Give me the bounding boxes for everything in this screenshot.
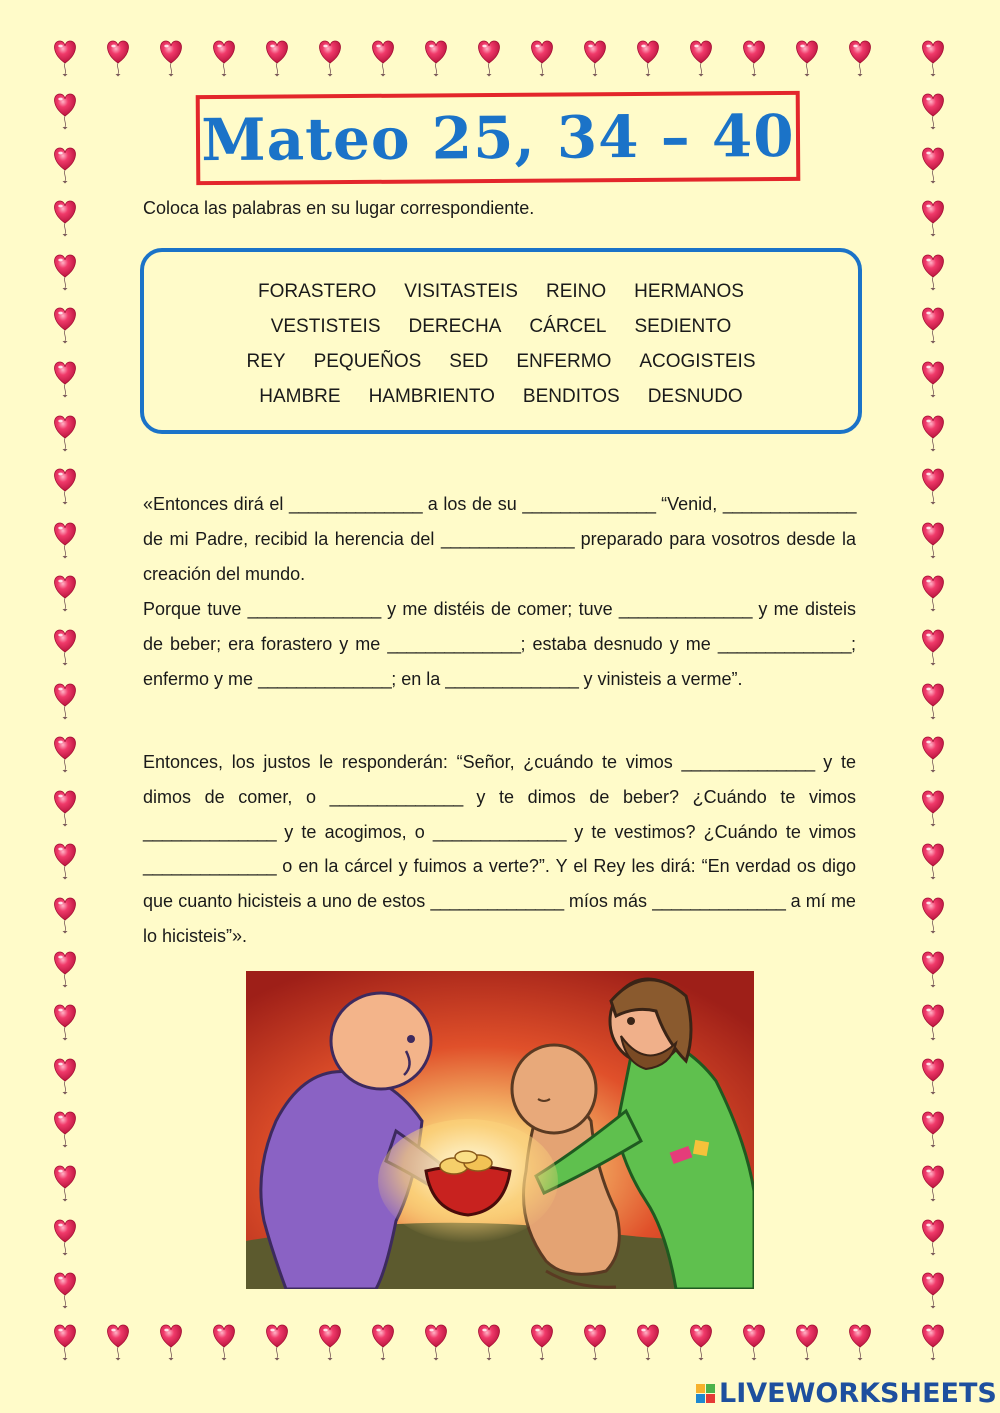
word-chip[interactable]: HAMBRE	[259, 386, 341, 407]
word-chip[interactable]: BENDITOS	[522, 386, 620, 407]
word-chip[interactable]: PEQUEÑOS	[313, 351, 422, 372]
heart-balloon-icon	[923, 201, 944, 237]
heart-balloon-icon	[320, 41, 341, 77]
heart-balloon-icon	[55, 1005, 76, 1041]
paragraph-2	[143, 592, 856, 696]
heart-balloon-icon	[55, 576, 76, 612]
heart-balloon-icon	[214, 41, 235, 77]
brand-name: LIVEWORKSHEETS	[719, 1377, 997, 1409]
word-chip[interactable]: REINO	[545, 281, 607, 302]
heart-balloon-icon	[923, 844, 944, 880]
heart-balloon-icon	[55, 1220, 76, 1256]
heart-balloon-icon	[161, 41, 182, 77]
heart-balloon-icon	[850, 41, 871, 77]
heart-balloon-icon	[55, 362, 76, 398]
heart-balloon-icon	[923, 1166, 944, 1202]
text-segment: Porque tuve	[143, 599, 242, 619]
text-segment: y me distéis de comer; tuve	[387, 599, 613, 619]
paragraph-3	[143, 745, 856, 954]
heart-balloon-icon	[923, 952, 944, 988]
heart-balloon-icon	[923, 791, 944, 827]
heart-balloon-icon	[923, 362, 944, 398]
text-segment: preparado para vosotros desde la creación del mundo.	[143, 528, 856, 584]
heart-balloon-icon	[55, 416, 76, 452]
blank-slot[interactable]: ______________	[445, 668, 579, 689]
blank-slot[interactable]: ______________	[247, 599, 381, 619]
text-segment: ; estaba desnudo y me	[520, 633, 711, 654]
heart-balloon-icon	[55, 1112, 76, 1148]
heart-balloon-icon	[923, 1059, 944, 1095]
word-bank-row	[144, 274, 858, 309]
illustration	[246, 971, 754, 1289]
text-segment: Entonces, los justos le responderán: “Señor, ¿cuándo te vimos	[143, 752, 673, 772]
heart-balloon-icon	[55, 684, 76, 720]
heart-balloon-icon	[923, 898, 944, 934]
text-segment: y me disteis de beber; era forastero y me	[143, 599, 856, 654]
heart-balloon-icon	[923, 684, 944, 720]
heart-balloon-icon	[426, 1325, 447, 1361]
blank-slot[interactable]: ______________	[522, 494, 656, 514]
page-title: Mateo 25, 34 – 40	[201, 101, 795, 175]
blank-slot[interactable]: ______________	[717, 633, 851, 654]
heart-balloon-icon	[55, 469, 76, 505]
text-segment: ; en la	[391, 668, 441, 689]
heart-balloon-icon	[479, 41, 500, 77]
heart-balloon-icon	[214, 1325, 235, 1361]
heart-balloon-icon	[923, 737, 944, 773]
blank-slot[interactable]: ______________	[440, 528, 575, 549]
text-segment: y te vestimos? ¿Cuándo te vimos	[574, 821, 856, 842]
text-segment: míos más	[568, 891, 648, 912]
word-chip[interactable]: CÁRCEL	[529, 316, 607, 337]
blank-slot[interactable]: ______________	[722, 494, 856, 514]
heart-balloon-icon	[161, 1325, 182, 1361]
liveworksheets-brand	[696, 1378, 997, 1408]
heart-balloon-icon	[479, 1325, 500, 1361]
text-segment: “Venid,	[661, 494, 718, 514]
heart-balloon-icon	[923, 94, 944, 130]
text-segment: «Entonces dirá el	[143, 494, 284, 514]
heart-balloon-icon	[108, 41, 129, 77]
word-chip[interactable]: VISITASTEIS	[404, 281, 518, 302]
heart-balloon-icon	[923, 1325, 944, 1361]
heart-balloon-icon	[320, 1325, 341, 1361]
heart-balloon-icon	[923, 523, 944, 559]
text-segment: y te dimos de beber? ¿Cuándo te vimos	[476, 786, 856, 807]
word-chip[interactable]: HERMANOS	[634, 281, 744, 302]
heart-balloon-icon	[585, 41, 606, 77]
heart-balloon-icon	[55, 1325, 76, 1361]
text-segment: a mí me lo hicisteis”».	[143, 891, 856, 946]
text-segment: a los de su	[427, 494, 517, 514]
blank-slot[interactable]: ______________	[432, 821, 567, 842]
heart-balloon-icon	[55, 952, 76, 988]
heart-balloon-icon	[923, 1112, 944, 1148]
heart-balloon-icon	[923, 416, 944, 452]
heart-balloon-icon	[55, 737, 76, 773]
blank-slot[interactable]: ______________	[681, 752, 815, 772]
heart-balloon-icon	[850, 1325, 871, 1361]
blank-slot[interactable]: ______________	[258, 668, 392, 689]
heart-balloon-icon	[55, 791, 76, 827]
heart-balloon-icon	[55, 41, 76, 77]
heart-balloon-icon	[923, 308, 944, 344]
heart-balloon-icon	[744, 1325, 765, 1361]
text-segment: ; enfermo y me	[143, 633, 856, 689]
word-bank-row	[144, 379, 858, 414]
title-box	[196, 91, 801, 185]
word-chip[interactable]: DESNUDO	[647, 386, 743, 407]
word-chip[interactable]: SED	[449, 351, 489, 372]
heart-balloon-icon	[532, 1325, 553, 1361]
text-segment: y te dimos de comer, o	[143, 752, 856, 807]
heart-balloon-icon	[55, 630, 76, 666]
heart-balloon-icon	[923, 630, 944, 666]
liveworksheets-logo-icon	[696, 1384, 715, 1403]
text-segment: de mi Padre, recibid la herencia del	[143, 528, 435, 549]
heart-balloon-icon	[797, 1325, 818, 1361]
heart-balloon-icon	[532, 41, 553, 77]
heart-balloon-icon	[426, 41, 447, 77]
word-chip[interactable]: HAMBRIENTO	[368, 386, 495, 407]
heart-balloon-icon	[744, 41, 765, 77]
heart-balloon-icon	[55, 148, 76, 184]
paragraph-1	[143, 487, 856, 591]
word-bank	[140, 248, 862, 434]
word-chip[interactable]: ACOGISTEIS	[639, 351, 756, 372]
blank-slot[interactable]: ______________	[652, 891, 786, 912]
heart-balloon-icon	[55, 94, 76, 130]
heart-balloon-icon	[923, 255, 944, 291]
heart-balloon-icon	[55, 1273, 76, 1309]
blank-slot[interactable]: ______________	[387, 633, 521, 654]
heart-balloon-icon	[55, 308, 76, 344]
heart-balloon-icon	[585, 1325, 606, 1361]
heart-balloon-icon	[55, 523, 76, 559]
heart-balloon-icon	[691, 1325, 712, 1361]
heart-balloon-icon	[923, 469, 944, 505]
heart-balloon-icon	[923, 41, 944, 77]
heart-balloon-icon	[923, 576, 944, 612]
heart-balloon-icon	[55, 1059, 76, 1095]
heart-balloon-icon	[55, 201, 76, 237]
blank-slot[interactable]: ______________	[618, 599, 753, 619]
heart-balloon-icon	[55, 255, 76, 291]
heart-balloon-icon	[267, 1325, 288, 1361]
heart-balloon-icon	[923, 1005, 944, 1041]
heart-balloon-icon	[373, 1325, 394, 1361]
word-chip[interactable]: VESTISTEIS	[270, 316, 381, 337]
word-chip[interactable]: DERECHA	[408, 316, 502, 337]
heart-balloon-icon	[923, 148, 944, 184]
heart-balloon-icon	[55, 1166, 76, 1202]
heart-balloon-icon	[267, 41, 288, 77]
blank-slot[interactable]: ______________	[143, 856, 277, 877]
blank-slot[interactable]: ______________	[288, 494, 423, 514]
word-chip[interactable]: ENFERMO	[516, 351, 612, 372]
heart-balloon-icon	[691, 41, 712, 77]
text-segment: o en la cárcel y fuimos a verte?”. Y el Rey les dirá: “En verdad os digo que cuanto hicisteis a uno de estos	[143, 856, 856, 912]
blank-slot[interactable]: ______________	[430, 891, 564, 912]
text-segment: y te acogimos, o	[284, 821, 425, 842]
heart-balloon-icon	[797, 41, 818, 77]
heart-balloon-icon	[373, 41, 394, 77]
heart-balloon-icon	[108, 1325, 129, 1361]
heart-balloon-icon	[55, 898, 76, 934]
heart-balloon-icon	[923, 1220, 944, 1256]
word-chip[interactable]: REY	[246, 351, 286, 372]
word-bank-row	[144, 344, 858, 379]
heart-balloon-icon	[638, 41, 659, 77]
word-bank-row	[144, 309, 858, 344]
instruction: Coloca las palabras en su lugar correspondiente.	[143, 198, 535, 218]
text-segment: y vinisteis a verme”.	[583, 668, 743, 689]
heart-balloon-icon	[638, 1325, 659, 1361]
word-chip[interactable]: FORASTERO	[258, 281, 377, 302]
word-chip[interactable]: SEDIENTO	[634, 316, 732, 337]
heart-balloon-icon	[923, 1273, 944, 1309]
heart-balloon-icon	[55, 844, 76, 880]
blank-slot[interactable]: ______________	[143, 821, 277, 842]
blank-slot[interactable]: ______________	[329, 786, 463, 807]
